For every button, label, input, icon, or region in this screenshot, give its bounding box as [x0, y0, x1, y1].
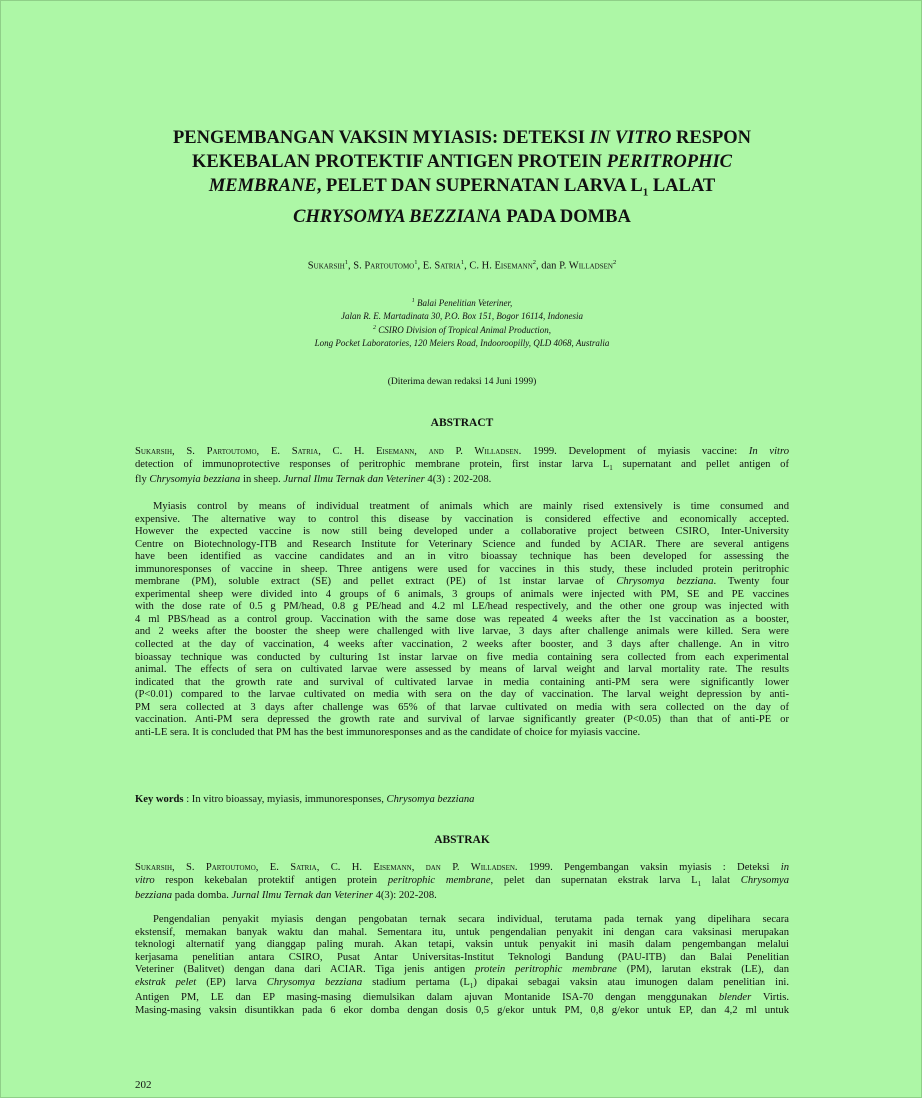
keywords: Key words : In vitro bioassay, myiasis, immunoresponses, Chrysomya bezziana	[135, 794, 475, 805]
abstract-body: Myiasis control by means of individual treatment of animals which are mainly rised extensively is time consumed and expensive. The alternative way to control this disease by vaccination is considered effective and economically accepted. However the expected vaccine is now still being developed under a collaborative project between CSIRO, Inter-University Centre on Biotechnology-ITB and Research Institute for Veterinary Science and funded by ACIAR. There are several antigens have been identified as vaccine candidates and an in vitro bioassay technique has been developed for assessing the immunoresponses of vaccine in sheep. Three antigens were used for vaccines in this study, these included protein peritrophic membrane (PM), soluble extract (SE) and pellet extract (PE) of 1st instar larvae of Chrysomya bezziana. Twenty four experimental sheep were divided into 4 groups of 6 animals, 3 groups of animals were injected with PM, SE and PE vaccines with the dose rate of 0.5 g PM/head, 0.8 g PE/head and 4.2 ml LE/head respectively, and the other one group was injected with 4 ml PBS/head as a control group. Vaccination with the same dose was repeated 4 weeks after the 1st vaccination as a booster, and 2 weeks after the booster the sheep were challenged with live larvae, 3 days after challenge animals were killed. Sera were collected at the day of vaccination, 4 weeks after vaccination, 2 weeks after booster, and 3 days after challenge. An in vitro bioassay technique was conducted by culturing 1st instar larvae on five media containing sera collected from each experimental animal. The effects of sera on cultivated larvae were assessed by means of larval weight and larval mortality rate. The results indicated that the growth rate and survival of cultivated larvae in media containing anti-PM sera were significantly lower (P<0.01) compared to the larvae cultivated on media with sera on the day of vaccination. The larval weight depression by anti- PM sera collected at 3 days after challenge was 65% of that larvae cultivated on media with sera collected on the day of vaccination. Anti-PM sera depressed the growth rate and survival of larvae significantly greater (P<0.05) than that of anti-PE or anti-LE sera. It is concluded that PM has the best immunoresponses and as the candidate of choice for myiasis vaccine.	[135, 501, 790, 738]
page-number: 202	[135, 1079, 152, 1091]
received-date: (Diterima dewan redaksi 14 Juni 1999)	[387, 377, 537, 387]
abstract-heading: ABSTRACT	[430, 417, 494, 429]
title-line: KEKEBALAN PROTEKTIF ANTIGEN PROTEIN PERITROPHIC	[191, 152, 733, 172]
affiliations: $^1$ Balai Penelitian Veteriner, Jalan R. E. Martadinata 30, P.O. Box 151, Bogor 16114, Indonesia $^2$ CSIRO Division of Tropical Animal Production, Long Pocket Laboratories, 120 Meiers Road, Indooroopilly, QLD 4068, Australia	[314, 298, 610, 348]
abstrak-heading: ABSTRAK	[434, 834, 490, 846]
abstrak-citation: Sukarsih, S. Partoutomo, E. Satria, C. H. Eisemann, dan P. Willadsen. 1999. Pengembangan vaksin myiasis : Deteksi in vitro respon kekebalan protektif antigen protein peritrophic membrane, pelet dan supernatan ekstrak larva $L_1$ lalat Chrysomya bezziana pada domba. Jurnal Ilmu Ternak dan Veteriner 4(3): 202-208.	[135, 862, 790, 902]
author-list: Sukarsih$^1$, S. Partoutomo$^1$, E. Satria$^1$, C. H. Eisemann$^2$, dan P. Willadsen$^2$	[307, 259, 617, 272]
title-line: MEMBRANE, PELET DAN SUPERNATAN LARVA $L_1$ LALAT	[208, 176, 716, 199]
title-line: PENGEMBANGAN VAKSIN MYIASIS: DETEKSI IN VITRO RESPON	[172, 128, 752, 148]
title-line: CHRYSOMYA BEZZIANA PADA DOMBA	[293, 206, 631, 227]
paper-title	[121, 126, 803, 229]
abstrak-body: Pengendalian penyakit myiasis dengan pengobatan ternak secara individual, terutama pada ternak yang dipelihara secara ekstensif, memakan banyak waktu dan mahal. Sementara itu, untuk pengendalian penyakit ini dengan cara vaksinasi merupakan teknologi alternatif yang dianggap paling murah. Akan tetapi, vaksin untuk penyakit ini masih dalam pengembangan melalui kerjasama penelitian antara CSIRO, Pusat Antar Universitas-Institut Teknologi Bandung (PAU-ITB) dan Balai Penelitian Veteriner (Balitvet) dengan dana dari ACIAR. Tiga jenis antigen protein peritrophic membrane (PM), larutan ekstrak (LE), dan ekstrak pelet (EP) larva Chrysomya bezziana stadium pertama $(L_1)$ dipakai sebagai vaksin atau imunogen dalam penelitian ini. Antigen PM, LE dan EP masing-masing diemulsikan dalam ajuvan Montanide ISA-70 dengan menggunakan blender Virtis. Masing-masing vaksin disuntikkan pada 6 ekor domba dengan dosis 0,5 g/ekor untuk PM, 0,8 g/ekor untuk EP, dan 4,2 ml untuk	[135, 914, 790, 1016]
abstract-citation: Sukarsih, S. Partoutomo, E. Satria, C. H. Eisemann, and P. Willadsen. 1999. Development of myiasis vaccine: In vitro detection of immunoprotective responses of peritrophic membrane protein, first instar larva $L_1$ supernatant and pellet antigen of fly Chrysomyia bezziana in sheep. Jurnal Ilmu Ternak dan Veteriner 4(3) : 202-208.	[135, 446, 789, 486]
